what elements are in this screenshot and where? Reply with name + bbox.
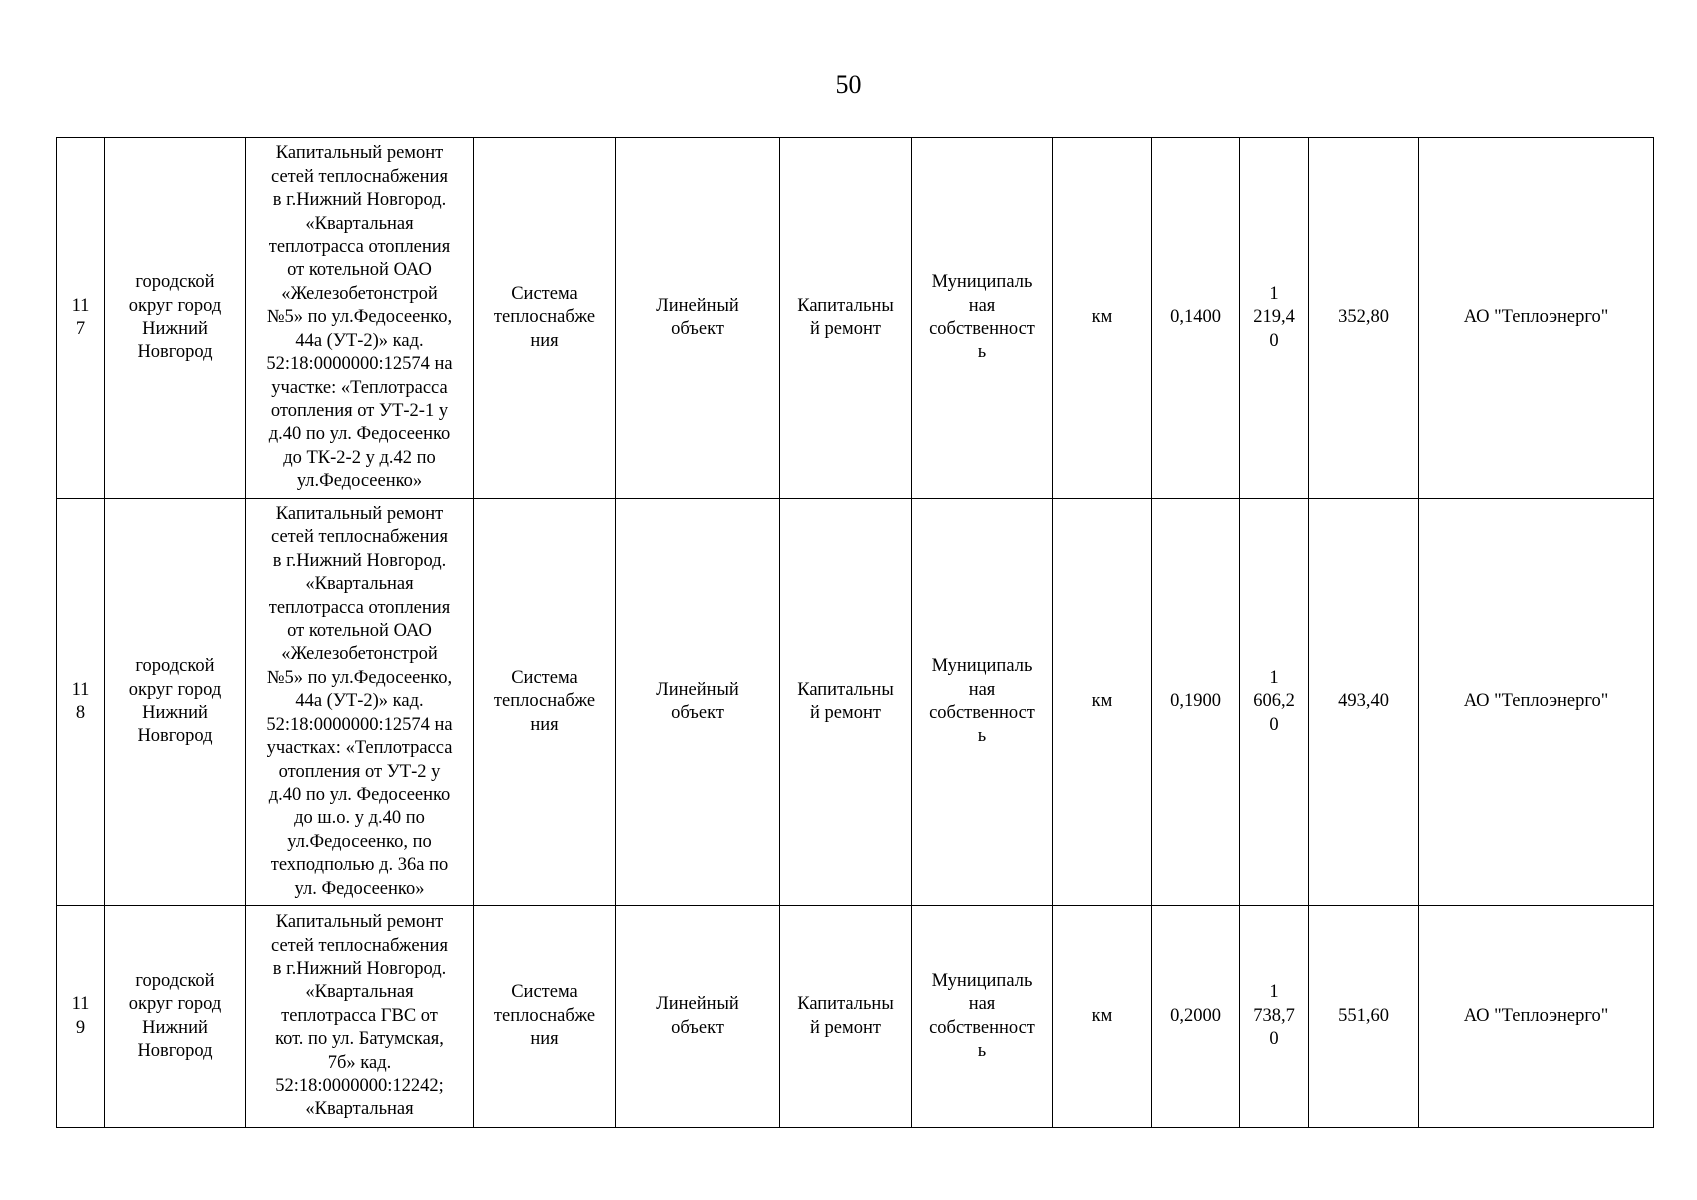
ownership-cell: Муниципаль ная собственност ь bbox=[912, 499, 1053, 906]
system-cell: Система теплоснабже ния bbox=[474, 138, 616, 499]
work-type-cell: Капитальны й ремонт bbox=[780, 906, 912, 1128]
cost-cell: 1 738,7 0 bbox=[1240, 906, 1309, 1128]
territory-cell: городской округ город Нижний Новгород bbox=[105, 499, 246, 906]
object-name-cell: Капитальный ремонт сетей теплоснабжения в г.Нижний Новгород. «Квартальная теплотрасса отопления от котельной ОАО «Железобетонстрой №5» по ул.Федосеенко, 44а (УТ-2)» кад. 52:18:0000000:12574 на участках: «Теплотрасса отопления от УТ-2 у д.40 по ул. Федосеенко до ш.о. у д.40 по ул.Федосеенко, по техподполью д. 36а по ул. Федосеенко» bbox=[246, 499, 474, 906]
length-cell: 0,2000 bbox=[1152, 906, 1240, 1128]
unit-cell: км bbox=[1053, 138, 1152, 499]
object-name-cell: Капитальный ремонт сетей теплоснабжения в г.Нижний Новгород. «Квартальная теплотрасса ГВС от кот. по ул. Батумская, 7б» кад. 52:18:0000000:12242; «Квартальная bbox=[246, 906, 474, 1128]
cost-cell: 1 606,2 0 bbox=[1240, 499, 1309, 906]
organization-cell: АО "Теплоэнерго" bbox=[1419, 499, 1654, 906]
unit-cell: км bbox=[1053, 499, 1152, 906]
organization-cell: АО "Теплоэнерго" bbox=[1419, 138, 1654, 499]
row-number-cell: 11 7 bbox=[57, 138, 105, 499]
cost-cell: 1 219,4 0 bbox=[1240, 138, 1309, 499]
work-type-cell: Капитальны й ремонт bbox=[780, 138, 912, 499]
row-number-cell: 11 9 bbox=[57, 906, 105, 1128]
object-type-cell: Линейный объект bbox=[616, 906, 780, 1128]
table-row bbox=[57, 906, 1654, 1128]
territory-cell: городской округ город Нижний Новгород bbox=[105, 906, 246, 1128]
object-type-cell: Линейный объект bbox=[616, 499, 780, 906]
organization-cell: АО "Теплоэнерго" bbox=[1419, 906, 1654, 1128]
table-row bbox=[57, 138, 1654, 499]
amount-cell: 352,80 bbox=[1309, 138, 1419, 499]
ownership-cell: Муниципаль ная собственност ь bbox=[912, 906, 1053, 1128]
object-type-cell: Линейный объект bbox=[616, 138, 780, 499]
object-name-cell: Капитальный ремонт сетей теплоснабжения в г.Нижний Новгород. «Квартальная теплотрасса отопления от котельной ОАО «Железобетонстрой №5» по ул.Федосеенко, 44а (УТ-2)» кад. 52:18:0000000:12574 на участке: «Теплотрасса отопления от УТ-2-1 у д.40 по ул. Федосеенко до ТК-2-2 у д.42 по ул.Федосеенко» bbox=[246, 138, 474, 499]
ownership-cell: Муниципаль ная собственност ь bbox=[912, 138, 1053, 499]
unit-cell: км bbox=[1053, 906, 1152, 1128]
length-cell: 0,1400 bbox=[1152, 138, 1240, 499]
work-type-cell: Капитальны й ремонт bbox=[780, 499, 912, 906]
amount-cell: 551,60 bbox=[1309, 906, 1419, 1128]
length-cell: 0,1900 bbox=[1152, 499, 1240, 906]
system-cell: Система теплоснабже ния bbox=[474, 499, 616, 906]
amount-cell: 493,40 bbox=[1309, 499, 1419, 906]
table-row bbox=[57, 499, 1654, 906]
territory-cell: городской округ город Нижний Новгород bbox=[105, 138, 246, 499]
system-cell: Система теплоснабже ния bbox=[474, 906, 616, 1128]
page-number: 50 bbox=[835, 70, 862, 99]
data-table bbox=[56, 137, 1654, 1128]
row-number-cell: 11 8 bbox=[57, 499, 105, 906]
